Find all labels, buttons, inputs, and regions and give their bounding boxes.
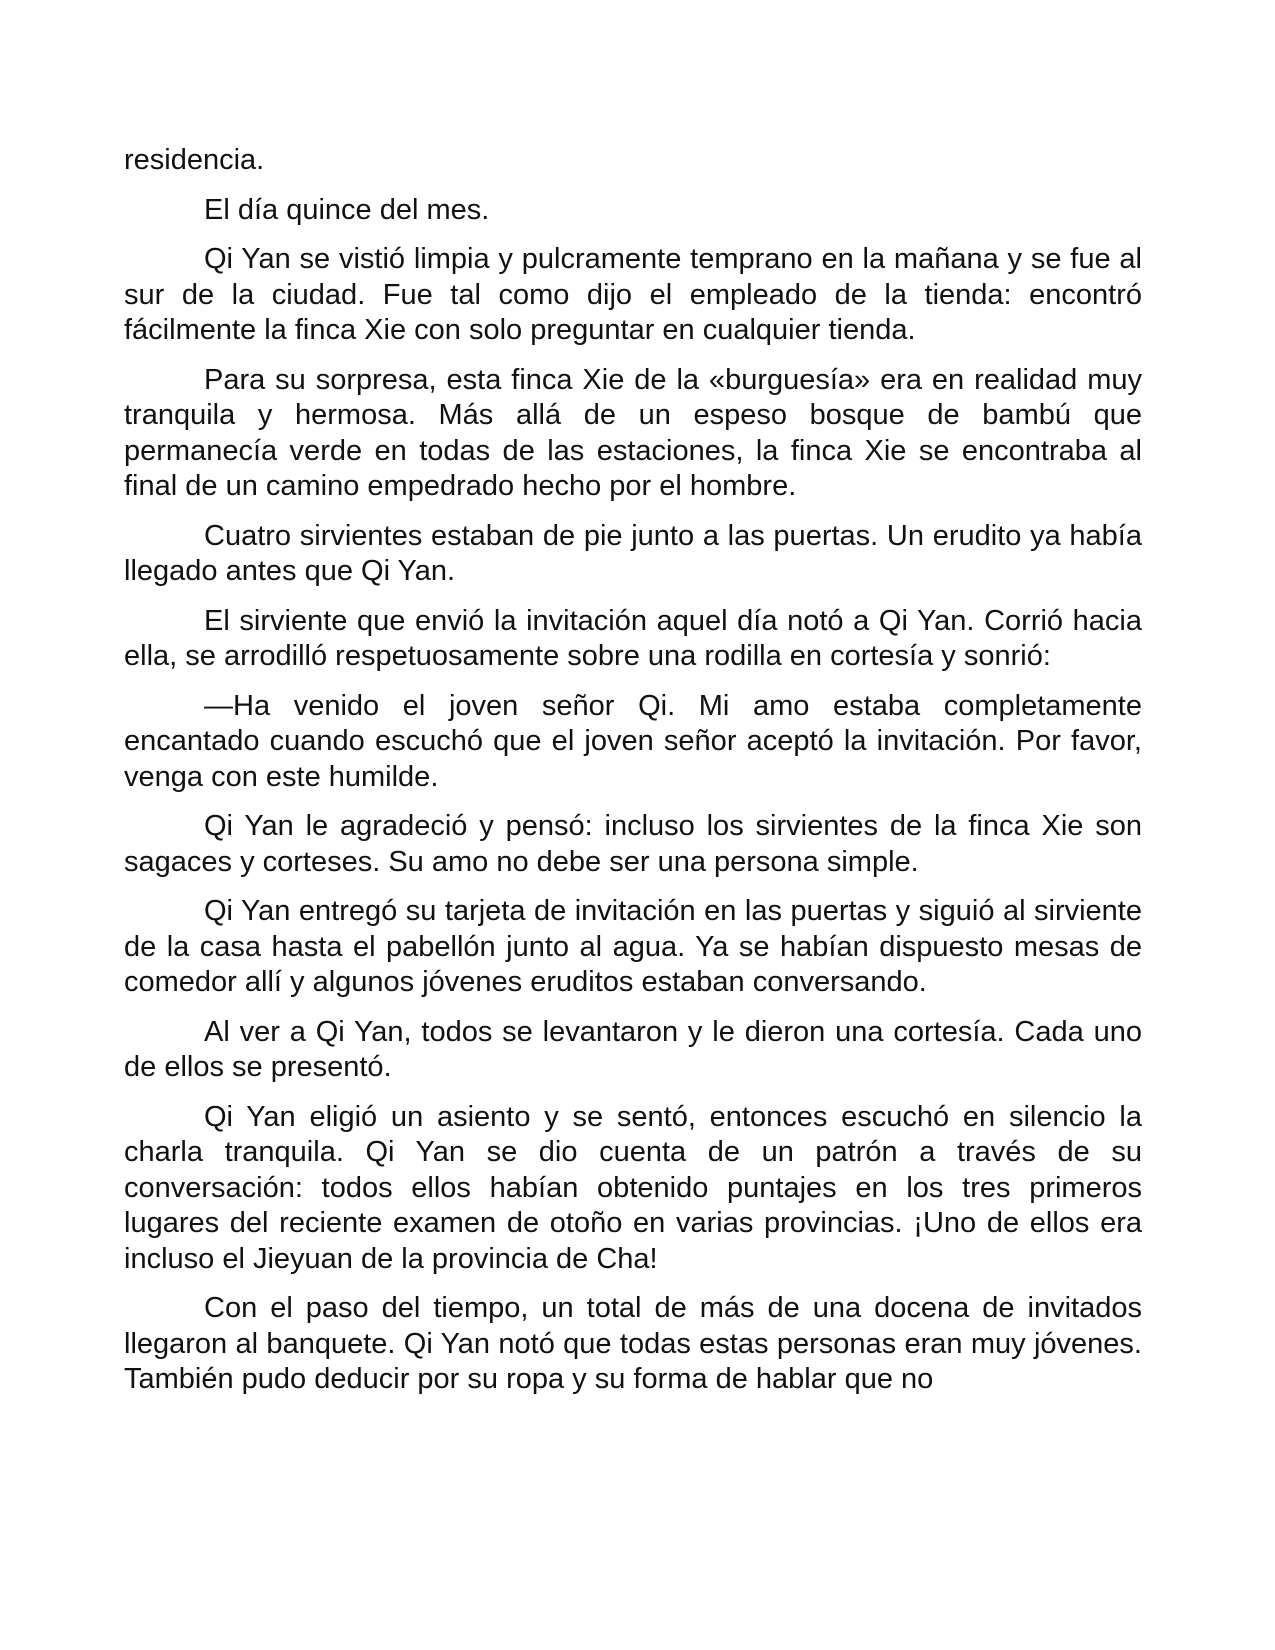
body-text [124,143,1142,1412]
paragraph: Para su sorpresa, esta finca Xie de la «burguesía» era en realidad muy tranquila y hermosa. Más allá de un espeso bosque de bambú que permanecía verde en todas de las estaciones, la finca Xie se encontraba al final de un camino empedrado hecho por el hombre. [124,363,1142,502]
paragraph: —Ha venido el joven señor Qi. Mi amo estaba completamente encantado cuando escuchó que el joven señor aceptó la invitación. Por favor, venga con este humilde. [124,689,1142,793]
paragraph: Qi Yan se vistió limpia y pulcramente temprano en la mañana y se fue al sur de la ciudad. Fue tal como dijo el empleado de la tienda: encontró fácilmente la finca Xie con solo preguntar en cualquier tienda. [124,243,1142,346]
paragraph: El día quince del mes. [204,193,490,226]
paragraph: Cuatro sirvientes estaban de pie junto a las puertas. Un erudito ya había llegado antes que Qi Yan. [124,519,1142,587]
paragraph: Qi Yan eligió un asiento y se sentó, entonces escuchó en silencio la charla tranquila. Qi Yan se dio cuenta de un patrón a través de su conversación: todos ellos habían obtenido puntajes en los tres primeros lugares del reciente examen de otoño en varias provincias. ¡Uno de ellos era incluso el Jieyuan de la provincia de Cha! [124,1100,1142,1275]
paragraph: Qi Yan entregó su tarjeta de invitación en las puertas y siguió al sirviente de la casa hasta el pabellón junto al agua. Ya se habían dispuesto mesas de comedor allí y algunos jóvenes eruditos estaban conversando. [124,895,1142,998]
paragraph: Al ver a Qi Yan, todos se levantaron y le dieron una cortesía. Cada uno de ellos se presentó. [124,1015,1142,1083]
paragraph-continuation: residencia. [124,144,265,176]
paragraph: Qi Yan le agradeció y pensó: incluso los sirvientes de la finca Xie son sagaces y corteses. Su amo no debe ser una persona simple. [124,810,1142,878]
paragraph: El sirviente que envió la invitación aquel día notó a Qi Yan. Corrió hacia ella, se arrodilló respetuosamente sobre una rodilla en cortesía y sonrió: [124,604,1142,672]
paragraph: Con el paso del tiempo, un total de más de una docena de invitados llegaron al banquete. Qi Yan notó que todas estas personas eran muy jóvenes. También pudo deducir por su ropa y su forma de hablar que no [124,1292,1142,1395]
